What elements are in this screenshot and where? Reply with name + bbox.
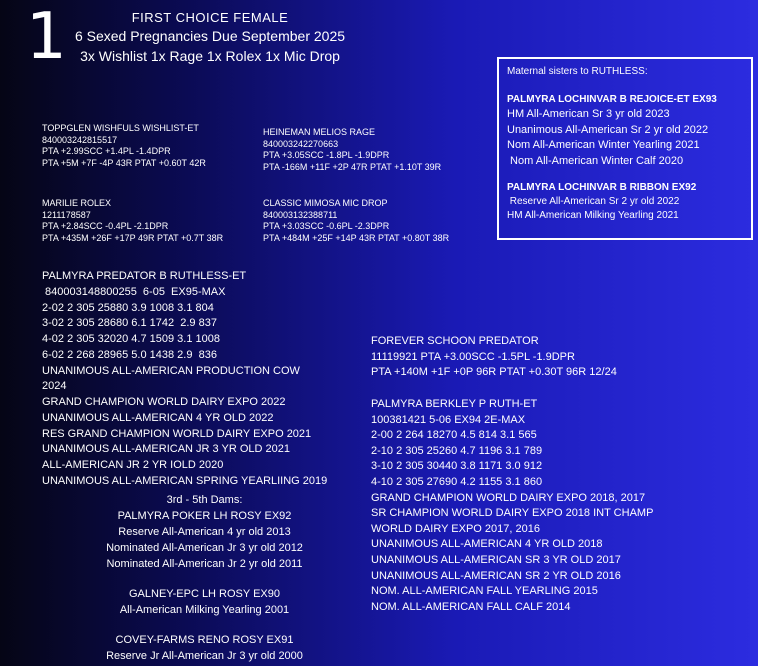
sire-pta-line: PTA +2.84SCC -0.4PL -2.1DPR [42, 221, 169, 231]
dams-title: 3rd - 5th Dams: [166, 494, 243, 506]
sister-award: Reserve All-American Sr 2 yr old 2022 [507, 196, 680, 207]
record-line: 6-02 2 268 28965 5.0 1438 2.9 836 [42, 348, 217, 361]
sire-pta-line: PTA +5M +7F -4P 43R PTAT +0.60T 42R [42, 157, 206, 168]
header-sires: 3x Wishlist 1x Rage 1x Rolex 1x Mic Drop [80, 48, 340, 64]
award-line: RES GRAND CHAMPION WORLD DAIRY EXPO 2021 [42, 427, 312, 440]
sire-block-rolex [42, 198, 223, 244]
ruthless-pedigree [42, 269, 327, 490]
record-line: 2-10 2 305 25260 4.7 1196 3.1 789 [371, 444, 543, 457]
sister-award: Unanimous All-American Sr 2 yr old 2022 [507, 123, 709, 136]
dam-award: Reserve All-American 4 yr old 2013 [118, 526, 291, 538]
sire-pta-line: PTA +3.05SCC -1.8PL -1.9DPR [263, 150, 390, 160]
sire-name: CLASSIC MIMOSA MIC DROP [263, 198, 388, 208]
sire-pta-line: PTA +435M +26F +17P 49R PTAT +0.7T 38R [42, 232, 224, 243]
forever-predator-block [371, 334, 617, 381]
dams-section [42, 492, 367, 664]
sister-award: HM All-American Sr 3 yr old 2023 [507, 108, 670, 120]
sire-pta-line: PTA -166M +11F +2P 47R PTAT +1.10T 39R [263, 161, 442, 172]
dam-name: PALMYRA POKER LH ROSY EX92 [117, 510, 292, 522]
header-title: FIRST CHOICE FEMALE [131, 10, 289, 25]
record-line: 3-10 2 305 30440 3.8 1171 3.0 912 [371, 460, 543, 473]
record-line: 2-02 2 305 25880 3.9 1008 3.1 804 [42, 301, 214, 314]
award-line: UNANIMOUS ALL-AMERICAN SPRING YEARLIING 2019 [42, 474, 328, 487]
sister-award: Nom All-American Winter Calf 2020 [507, 154, 684, 167]
sire-block-rage [263, 127, 441, 173]
dam-award: All-American Milking Yearling 2001 [119, 604, 290, 616]
dam-name: COVEY-FARMS RENO ROSY EX91 [115, 634, 294, 646]
award-line: 2024 [42, 380, 67, 393]
sire-pta-line: 11119921 PTA +3.00SCC -1.5PL -1.9DPR [371, 350, 575, 363]
award-line: GRAND CHAMPION WORLD DAIRY EXPO 2022 [42, 396, 286, 408]
dam-award: Reserve Jr All-American Jr 3 yr old 2000 [106, 650, 303, 662]
record-line: 2-00 2 264 18270 4.5 814 3.1 565 [371, 429, 537, 442]
award-line: UNANIMOUS ALL-AMERICAN SR 3 YR OLD 2017 [371, 553, 621, 566]
record-line: 4-10 2 305 27690 4.2 1155 3.1 860 [371, 475, 543, 488]
cow-id-line: 100381421 5-06 EX94 2E-MAX [371, 413, 526, 426]
sire-pta-line: PTA +484M +25F +14P 43R PTAT +0.80T 38R [263, 232, 450, 243]
sire-id: 840003242270663 [263, 138, 339, 149]
award-line: NOM. ALL-AMERICAN FALL YEARLING 2015 [371, 585, 598, 598]
award-line: UNANIMOUS ALL-AMERICAN PRODUCTION COW [42, 364, 300, 377]
award-line: UNANIMOUS ALL-AMERICAN 4 YR OLD 2022 [42, 411, 274, 424]
sire-id: 1211178587 [42, 209, 91, 220]
sire-name: FOREVER SCHOON PREDATOR [371, 335, 539, 347]
award-line: SR CHAMPION WORLD DAIRY EXPO 2018 INT CHAMP [371, 507, 654, 520]
dam-name: GALNEY-EPC LH ROSY EX90 [128, 588, 280, 600]
sire-pta-line: PTA +140M +1F +0P 96R PTAT +0.30T 96R 12/24 [371, 366, 617, 378]
sisters-title: Maternal sisters to RUTHLESS: [507, 66, 648, 77]
award-line: WORLD DAIRY EXPO 2017, 2016 [371, 522, 540, 535]
sire-block-wishlist [42, 123, 206, 169]
maternal-sisters-box [497, 57, 753, 240]
sire-id: 840003242815517 [42, 134, 118, 145]
sire-name: MARILIE ROLEX [42, 198, 112, 208]
award-line: UNANIMOUS ALL-AMERICAN SR 2 YR OLD 2016 [371, 569, 621, 582]
award-line: GRAND CHAMPION WORLD DAIRY EXPO 2018, 2017 [371, 491, 646, 504]
sister-name: PALMYRA LOCHINVAR B RIBBON EX92 [507, 182, 697, 193]
sire-pta-line: PTA +3.03SCC -0.6PL -2.3DPR [263, 221, 390, 231]
record-line: 4-02 2 305 32020 4.7 1509 3.1 1008 [42, 333, 220, 345]
award-line: NOM. ALL-AMERICAN FALL CALF 2014 [371, 600, 571, 613]
header-pregnancies: 6 Sexed Pregnancies Due September 2025 [74, 28, 346, 44]
award-line: UNANIMOUS ALL-AMERICAN JR 3 YR OLD 2021 [42, 443, 290, 456]
dam-award: Nominated All-American Jr 3 yr old 2012 [106, 542, 303, 554]
lot-number: 1 [26, 0, 67, 74]
sister-award: HM All-American Milking Yearling 2021 [507, 210, 679, 221]
sire-id: 840003132388711 [263, 209, 338, 220]
sire-name: HEINEMAN MELIOS RAGE [263, 127, 376, 137]
sire-block-mic-drop [263, 198, 449, 244]
ruth-block [371, 397, 653, 615]
cow-name: PALMYRA BERKLEY P RUTH-ET [371, 398, 538, 410]
sister-name: PALMYRA LOCHINVAR B REJOICE-ET EX93 [507, 94, 717, 105]
sire-name: TOPPGLEN WISHFULS WISHLIST-ET [42, 123, 199, 133]
cow-name: PALMYRA PREDATOR B RUTHLESS-ET [42, 270, 247, 282]
sire-pta-line: PTA +2.99SCC +1.4PL -1.4DPR [42, 146, 171, 156]
cow-id-line: 840003148800255 6-05 EX95-MAX [42, 285, 226, 298]
header [60, 10, 360, 66]
sister-award: Nom All-American Winter Yearling 2021 [507, 139, 700, 151]
dam-award: Nominated All-American Jr 2 yr old 2011 [106, 558, 303, 570]
award-line: ALL-AMERICAN JR 2 YR IOLD 2020 [42, 459, 224, 471]
award-line: UNANIMOUS ALL-AMERICAN 4 YR OLD 2018 [371, 538, 603, 551]
record-line: 3-02 2 305 28680 6.1 1742 2.9 837 [42, 317, 217, 330]
